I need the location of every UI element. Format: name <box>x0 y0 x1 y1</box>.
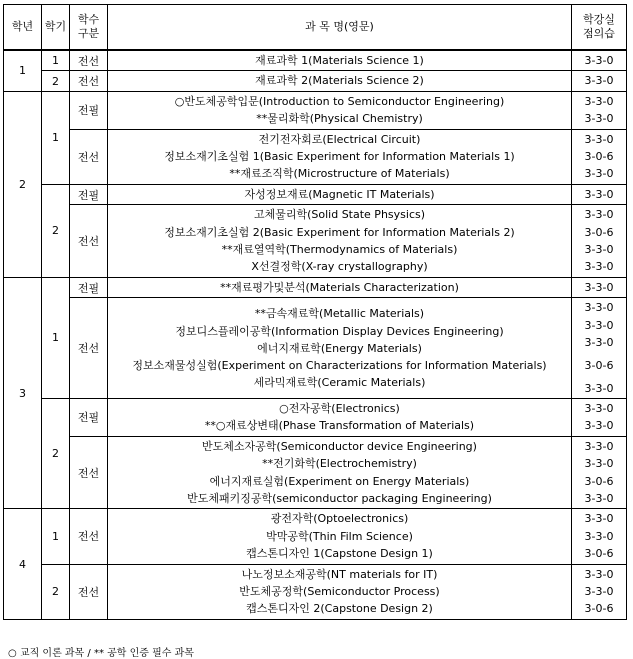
credit-item: 3-3-0 <box>584 260 614 274</box>
year-cell: 3 <box>4 277 42 508</box>
course-item: 고체물리학(Solid State Phsysics) <box>253 208 426 222</box>
credit-cell <box>572 71 627 91</box>
semester-cell: 1 <box>42 91 70 184</box>
course-item: 캡스톤디자인 2(Capstone Design 2) <box>246 602 433 616</box>
credit-item: 3-3-0 <box>584 54 614 67</box>
course-item: 세라믹재료학(Ceramic Materials) <box>253 375 426 389</box>
year-cell: 2 <box>4 91 42 277</box>
table-row <box>4 564 627 619</box>
credit-item: 3-0-6 <box>584 358 614 372</box>
table-row <box>4 50 627 71</box>
type-cell: 전선 <box>70 298 108 399</box>
footnote: ○ 교직 이론 과목 / ** 공학 인증 필수 과목 <box>8 648 194 659</box>
header-credit: 학강실 점의습 <box>572 5 627 51</box>
year-cell: 1 <box>4 50 42 91</box>
course-item: **재료조직학(Microstructure of Materials) <box>229 167 450 181</box>
course-item: 자성정보재료(Magnetic IT Materials) <box>244 187 435 201</box>
course-item: 정보소재기초실험 1(Basic Experiment for Information Materials 1) <box>164 150 515 164</box>
table-row <box>4 277 627 297</box>
credit-item: 3-3-0 <box>584 94 614 108</box>
course-item: ○전자공학(Electronics) <box>279 401 400 415</box>
header-course: 과 목 명(영문) <box>108 5 572 51</box>
table-row <box>4 205 627 278</box>
type-cell: 전선 <box>70 71 108 91</box>
course-cell <box>108 298 572 399</box>
course-item: 캡스톤디자인 1(Capstone Design 1) <box>246 547 433 561</box>
course-item: 에너지재료실험(Experiment on Energy Materials) <box>209 474 470 488</box>
table-row <box>4 436 627 509</box>
type-cell: 전선 <box>70 564 108 619</box>
credit-item: 3-3-0 <box>584 336 614 350</box>
credit-cell <box>572 129 627 184</box>
header-year: 학년 <box>4 5 42 51</box>
credit-item: 3-3-0 <box>584 74 614 88</box>
course-item: 재료과학 2(Materials Science 2) <box>255 74 424 88</box>
credit-item: 3-3-0 <box>584 318 614 332</box>
semester-cell: 2 <box>42 564 70 619</box>
course-item: 정보디스플레이공학(Information Display Devices Engineering) <box>175 324 504 338</box>
course-item: 광전자학(Optoelectronics) <box>270 512 409 526</box>
course-item: 박막공학(Thin Film Science) <box>266 529 413 543</box>
table-row <box>4 71 627 91</box>
credit-item: 3-3-0 <box>584 301 614 315</box>
type-cell: 전선 <box>70 205 108 278</box>
credit-item: 3-0-6 <box>584 150 614 164</box>
type-cell: 전선 <box>70 436 108 509</box>
credit-item: 3-3-0 <box>584 567 614 581</box>
credit-item: 3-3-0 <box>584 280 614 294</box>
credit-item: 3-0-6 <box>584 474 614 488</box>
credit-item: 3-3-0 <box>584 457 614 471</box>
credit-item: 3-3-0 <box>584 529 614 543</box>
credit-item: 3-3-0 <box>584 132 614 146</box>
course-item: 나노정보소재공학(NT materials for IT) <box>241 567 438 581</box>
credit-cell <box>572 564 627 619</box>
course-item: **○재료상변태(Phase Transformation of Materials) <box>204 419 475 433</box>
table-row <box>4 184 627 204</box>
course-cell <box>108 184 572 204</box>
course-cell <box>108 509 572 564</box>
credit-item: 3-3-0 <box>584 243 614 257</box>
credit-cell <box>572 50 627 71</box>
course-cell <box>108 205 572 278</box>
credit-item: 3-0-6 <box>584 225 614 239</box>
course-cell <box>108 129 572 184</box>
year-cell: 4 <box>4 509 42 619</box>
course-cell <box>108 91 572 129</box>
credit-cell <box>572 398 627 436</box>
course-item: 에너지재료학(Energy Materials) <box>257 342 422 356</box>
type-cell: 전선 <box>70 129 108 184</box>
course-item: **재료평가및분석(Materials Characterization) <box>220 280 459 294</box>
credit-cell <box>572 184 627 204</box>
course-item: X선결정학(X-ray crystallography) <box>251 260 428 274</box>
course-item: 전기전자회로(Electrical Circuit) <box>258 132 421 146</box>
course-item: **재료열역학(Thermodynamics of Materials) <box>221 243 458 257</box>
course-cell <box>108 398 572 436</box>
course-cell <box>108 50 572 71</box>
credit-item: 3-3-0 <box>584 439 614 453</box>
semester-cell: 1 <box>42 509 70 564</box>
header-semester: 학기 <box>42 5 70 51</box>
table-row <box>4 298 627 399</box>
type-cell: 전필 <box>70 398 108 436</box>
credit-item: 3-3-0 <box>584 584 614 598</box>
course-cell <box>108 71 572 91</box>
course-item: 반도체소자공학(Semiconductor device Engineering) <box>202 439 477 453</box>
course-item: ○반도체공학입문(Introduction to Semiconductor Engineering) <box>174 94 505 108</box>
credit-item: 3-3-0 <box>584 491 614 505</box>
credit-cell <box>572 436 627 509</box>
type-cell: 전선 <box>70 50 108 71</box>
credit-item: 3-3-0 <box>584 167 614 181</box>
credit-item: 3-3-0 <box>584 112 614 126</box>
type-cell: 전필 <box>70 91 108 129</box>
semester-cell: 2 <box>42 71 70 91</box>
credit-item: 3-3-0 <box>584 381 614 395</box>
curriculum-table <box>3 4 627 620</box>
course-item: 반도체패키징공학(semiconductor packaging Engineering) <box>187 491 492 505</box>
semester-cell: 2 <box>42 398 70 508</box>
type-cell: 전선 <box>70 509 108 564</box>
course-item: **금속재료학(Metallic Materials) <box>254 307 425 321</box>
semester-cell: 1 <box>42 50 70 71</box>
course-cell <box>108 564 572 619</box>
credit-item: 3-3-0 <box>584 512 614 526</box>
course-item: 재료과학 1(Materials Science 1) <box>255 54 424 67</box>
credit-item: 3-3-0 <box>584 401 614 415</box>
credit-item: 3-0-6 <box>584 602 614 616</box>
course-item: 정보소재기초실험 2(Basic Experiment for Information Materials 2) <box>164 225 515 239</box>
type-cell: 전필 <box>70 184 108 204</box>
credit-cell <box>572 205 627 278</box>
credit-item: 3-3-0 <box>584 419 614 433</box>
semester-cell: 1 <box>42 277 70 398</box>
table-row <box>4 129 627 184</box>
credit-item: 3-3-0 <box>584 187 614 201</box>
course-cell <box>108 277 572 297</box>
table-row <box>4 509 627 564</box>
table-row <box>4 91 627 129</box>
course-item: 반도체공정학(Semiconductor Process) <box>239 584 440 598</box>
credit-cell <box>572 277 627 297</box>
course-cell <box>108 436 572 509</box>
type-cell: 전필 <box>70 277 108 297</box>
course-item: **전기화학(Electrochemistry) <box>262 457 417 471</box>
credit-cell <box>572 509 627 564</box>
course-item: 정보소재물성실험(Experiment on Characterizations for Information Materials) <box>132 358 547 372</box>
credit-item: 3-3-0 <box>584 208 614 222</box>
header-type: 학수 구분 <box>70 5 108 51</box>
table-row <box>4 398 627 436</box>
credit-cell <box>572 298 627 399</box>
credit-item: 3-0-6 <box>584 547 614 561</box>
course-item: **물리화학(Physical Chemistry) <box>256 112 423 126</box>
header-row <box>4 5 627 51</box>
semester-cell: 2 <box>42 184 70 277</box>
credit-cell <box>572 91 627 129</box>
